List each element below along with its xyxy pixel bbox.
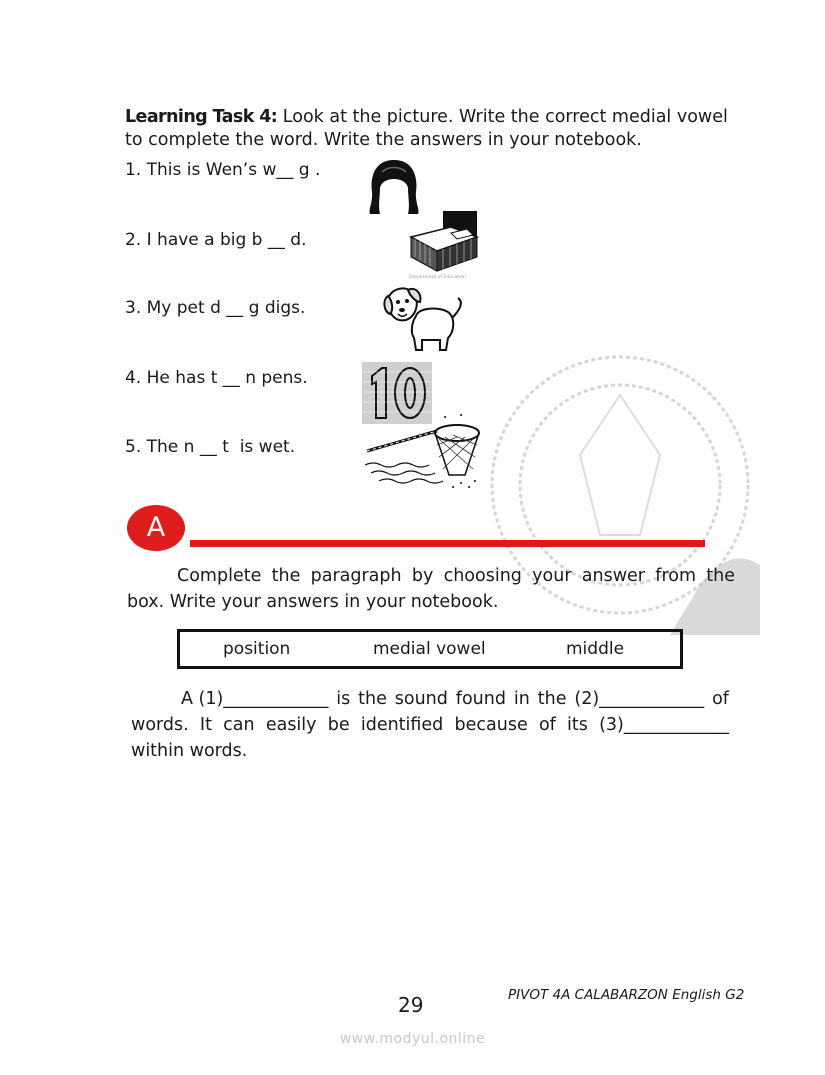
word-option-medial-vowel: medial vowel [373,639,486,659]
paragraph-word: words. [131,715,189,735]
paragraph-word: the [358,689,387,709]
task-label: Learning Task 4: [125,107,278,127]
paragraph-word: It [199,715,212,735]
paragraph-word: easily [265,715,317,735]
paragraph-word: is [336,689,351,709]
page-number: 29 [398,993,424,1017]
paragraph-word: of [538,715,556,735]
section-divider [190,540,705,547]
svg-text:Department of Education: Department of Education [409,275,466,279]
paragraph-word: identified [360,715,444,735]
bed-icon [405,207,483,279]
paragraph-word: be [327,715,350,735]
item-4: 4. He has t __ n pens. [125,368,308,388]
blank-3: (3)____________ [599,715,729,735]
section-badge: A [127,505,185,551]
item-1: 1. This is Wen’s w__ g . [125,160,321,180]
blank-2: (2)____________ [574,689,705,709]
task-text: Look at the picture. Write the correct medial vowel to complete the word. Write the answers in your notebook. [125,107,728,150]
dog-icon [382,282,466,354]
paragraph-word: its [567,715,588,735]
paragraph-word: because [454,715,528,735]
word-box [177,629,683,669]
word-option-position: position [223,639,291,659]
paragraph-word: found [455,689,506,709]
blank-1: A (1)____________ [181,689,329,709]
paragraph-word: can [223,715,255,735]
fishing-net-icon [365,413,487,493]
fill-in-paragraph [131,686,729,764]
task-instruction [125,106,745,152]
item-5: 5. The n __ t is wet. [125,437,296,457]
word-option-middle: middle [566,639,625,659]
paragraph-word: in [513,689,530,709]
footer-source: PIVOT 4A CALABARZON English G2 [508,987,745,1003]
paragraph-word: the [537,689,567,709]
item-2: 2. I have a big b __ d. [125,230,307,250]
site-watermark: www.modyul.online [339,1031,486,1047]
paragraph-line-3: within words. [131,741,248,761]
paragraph-word: sound [394,689,448,709]
section-instruction: Complete the paragraph by choosing your answer from the box. Write your answers in your notebook. [127,566,735,612]
paragraph-word: of [712,689,729,709]
item-3: 3. My pet d __ g digs. [125,298,306,318]
